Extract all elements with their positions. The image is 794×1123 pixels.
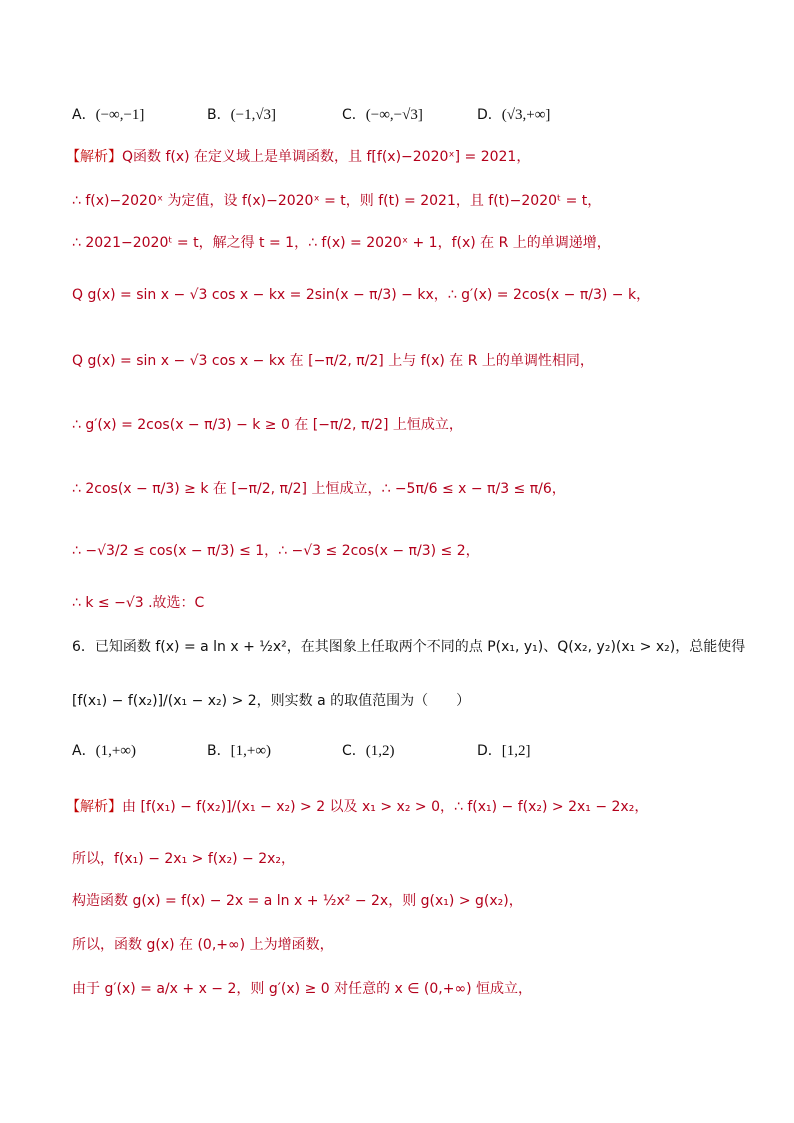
q6-analysis-line-3: 构造函数 g(x) = f(x) − 2x = a ln x + ½x² − 2x，则 g(x₁) > g(x₂)， <box>72 893 523 909</box>
q6-analysis-line-5: 由于 g′(x) = a/x + x − 2，则 g′(x) ≥ 0 对任意的 x ∈ (0,+∞) 恒成立， <box>72 981 533 997</box>
q5-analysis-line-2: ∴ f(x)−2020ˣ 为定值，设 f(x)−2020ˣ = t，则 f(t) = 2021，且 f(t)−2020ᵗ = t， <box>72 193 602 209</box>
q6-option-c: C．(1,2) <box>342 743 395 759</box>
q5-option-a: A．(−∞,−1] <box>72 107 145 123</box>
analysis-tag: 【解析】 <box>66 799 122 815</box>
q5-options-row <box>72 104 734 126</box>
q5-option-b: B．(−1,√3] <box>207 107 277 123</box>
q5-analysis-line-5: Q g(x) = sin x − √3 cos x − kx 在 [−π/2, π/2] 上与 f(x) 在 R 上的单调性相同， <box>72 353 594 369</box>
q6-analysis-line-4: 所以，函数 g(x) 在 (0,+∞) 上为增函数， <box>72 937 334 953</box>
q6-options-row <box>72 740 734 762</box>
q5-analysis-line-8: ∴ −√3/2 ≤ cos(x − π/3) ≤ 1，∴ −√3 ≤ 2cos(x − π/3) ≤ 2， <box>72 543 480 559</box>
q6-option-b: B．[1,+∞) <box>207 743 272 759</box>
q5-option-c: C．(−∞,−√3] <box>342 107 423 123</box>
q6-option-a: A．(1,+∞) <box>72 743 136 759</box>
q6-analysis-line-2: 所以，f(x₁) − 2x₁ > f(x₂) − 2x₂， <box>72 851 296 867</box>
q5-analysis-line-3: ∴ 2021−2020ᵗ = t，解之得 t = 1，∴ f(x) = 2020ˣ + 1，f(x) 在 R 上的单调递增， <box>72 235 611 251</box>
q5-option-d: D．(√3,+∞] <box>477 107 551 123</box>
q5-analysis-line-7: ∴ 2cos(x − π/3) ≥ k 在 [−π/2, π/2] 上恒成立，∴ −5π/6 ≤ x − π/3 ≤ π/6， <box>72 481 566 497</box>
q6-stem-line-1: 6．已知函数 f(x) = a ln x + ½x²，在其图象上任取两个不同的点 P(x₁, y₁)、Q(x₂, y₂)(x₁ > x₂)，总能使得 <box>72 639 746 655</box>
q5-analysis-line-9: ∴ k ≤ −√3 .故选：C <box>72 595 205 611</box>
q6-analysis-line-1: 【解析】 由 [f(x₁) − f(x₂)]/(x₁ − x₂) > 2 以及 x₁ > x₂ > 0，∴ f(x₁) − f(x₂) > 2x₁ − 2x₂， <box>66 796 734 818</box>
q5-analysis-line-4: Q g(x) = sin x − √3 cos x − kx = 2sin(x − π/3) − kx，∴ g′(x) = 2cos(x − π/3) − k， <box>72 287 651 303</box>
q6-stem-line-2: [f(x₁) − f(x₂)]/(x₁ − x₂) > 2，则实数 a 的取值范围为（ ） <box>72 693 471 709</box>
q6-option-d: D．[1,2] <box>477 743 531 759</box>
analysis-tag: 【解析】 <box>66 149 122 165</box>
q5-analysis-line-1: 【解析】 Q函数 f(x) 在定义域上是单调函数，且 f[f(x)−2020ˣ] = 2021， <box>66 146 734 168</box>
q5-analysis-line-6: ∴ g′(x) = 2cos(x − π/3) − k ≥ 0 在 [−π/2, π/2] 上恒成立， <box>72 417 463 433</box>
